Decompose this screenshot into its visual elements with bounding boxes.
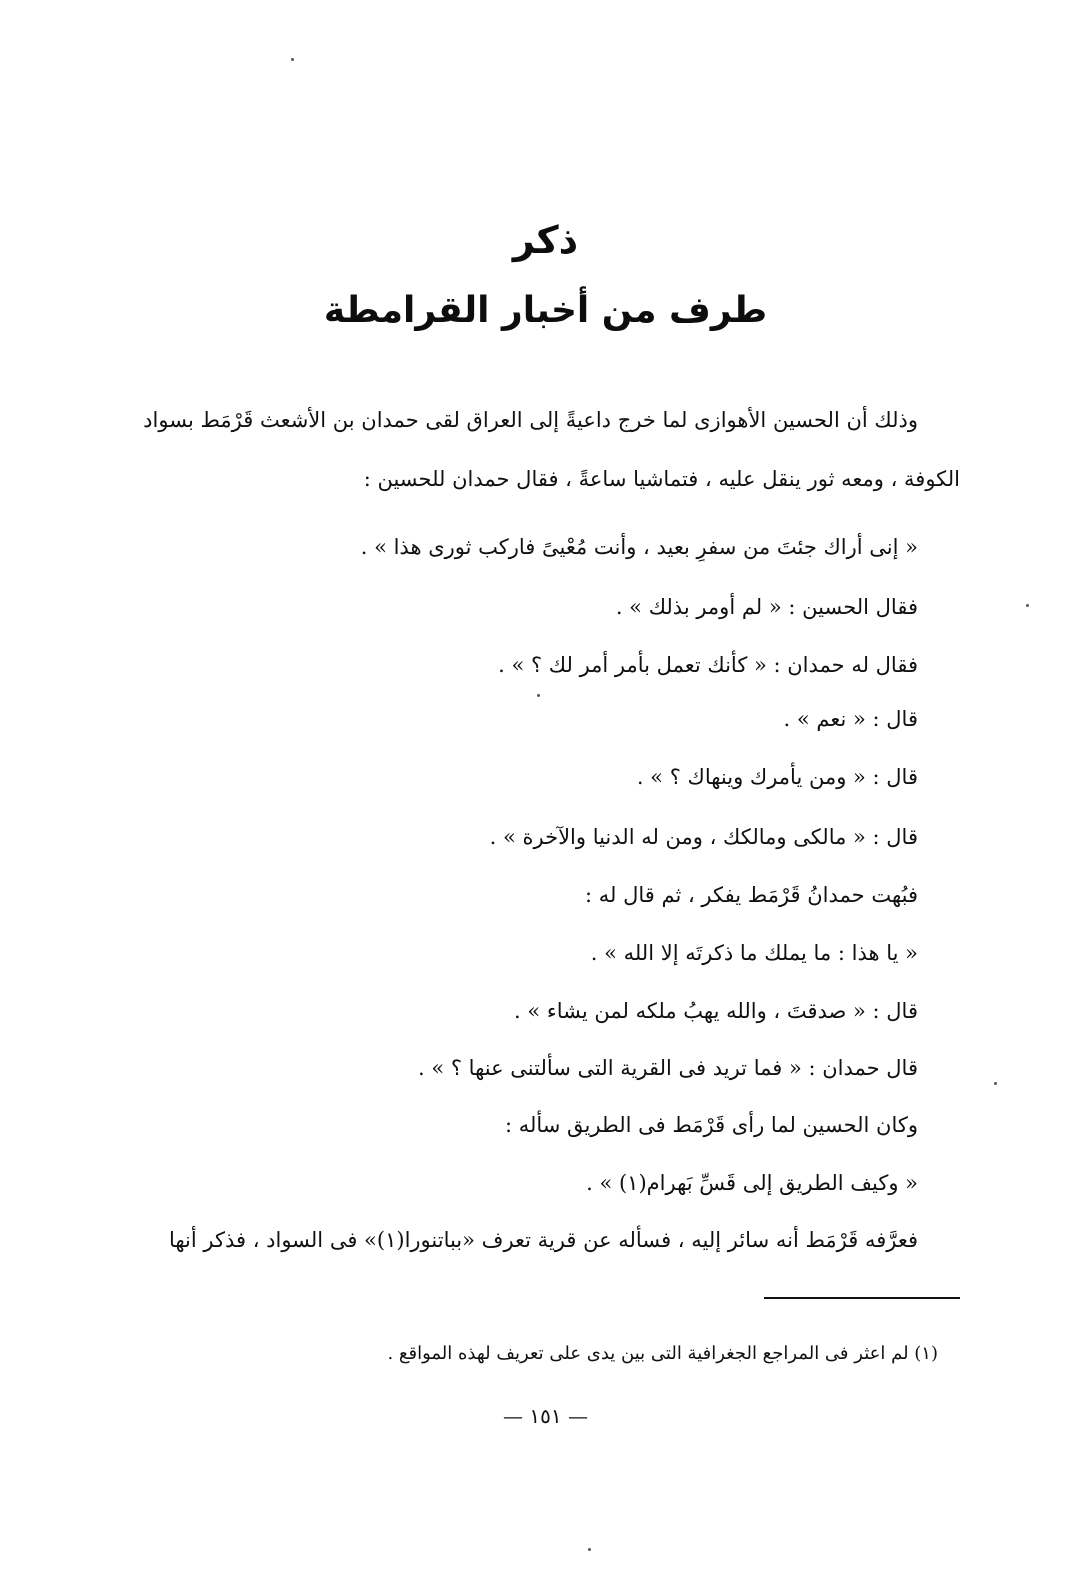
scan-speck xyxy=(994,1082,997,1085)
section-heading: ذكر xyxy=(512,218,579,262)
scan-speck xyxy=(537,694,540,697)
body-line-7: قال : « ومن يأمرك وينهاك ؟ » . xyxy=(636,765,918,789)
body-line-15: فعرَّفه قَرْمَط أنه سائر إليه ، فسأله عن قرية تعرف «بباتنورا(١)» فى السواد ، فذكر أنها xyxy=(168,1228,918,1252)
body-line-9: فبُهت حمدانُ قَرْمَط يفكر ، ثم قال له : xyxy=(585,883,918,907)
body-line-5: فقال له حمدان : « كأنك تعمل بأمر أمر لك ؟ » . xyxy=(498,653,918,677)
footnote: (١) لم اعثر فى المراجع الجغرافية التى بين يدى على تعريف لهذه المواقع . xyxy=(387,1343,938,1364)
section-subheading: طرف من أخبار القرامطة xyxy=(323,290,768,331)
body-line-12: قال حمدان : « فما تريد فى القرية التى سألتنى عنها ؟ » . xyxy=(417,1056,918,1080)
scan-speck xyxy=(588,1548,591,1551)
body-line-13: وكان الحسين لما رأى قَرْمَط فى الطريق سأله : xyxy=(504,1113,918,1137)
body-line-8: قال : « مالكى ومالكك ، ومن له الدنيا والآخرة » . xyxy=(489,825,918,849)
page-number: — ١٥١ — xyxy=(503,1404,588,1428)
body-line-2: الكوفة ، ومعه ثور ينقل عليه ، فتماشيا ساعةً ، فقال حمدان للحسين : xyxy=(363,467,960,491)
scan-speck xyxy=(291,58,294,61)
body-line-10: « يا هذا : ما يملك ما ذكرتَه إلا الله » . xyxy=(590,941,918,965)
body-line-14: « وكيف الطريق إلى قَسِّ بَهرام(١) » . xyxy=(586,1171,918,1195)
footnote-divider xyxy=(764,1297,960,1299)
body-line-1: وذلك أن الحسين الأهوازى لما خرج داعيةً إلى العراق لقى حمدان بن الأشعث قَرْمَط بسواد xyxy=(143,408,918,432)
body-line-4: فقال الحسين : « لم أومر بذلك » . xyxy=(615,595,918,619)
body-line-6: قال : « نعم » . xyxy=(783,707,918,731)
body-line-3: « إنى أراك جئتَ من سفرٍ بعيد ، وأنت مُعْيىً فاركب ثورى هذا » . xyxy=(360,535,918,559)
body-line-11: قال : « صدقتَ ، والله يهبُ ملكه لمن يشاء » . xyxy=(513,999,918,1023)
scan-speck xyxy=(1026,604,1029,607)
